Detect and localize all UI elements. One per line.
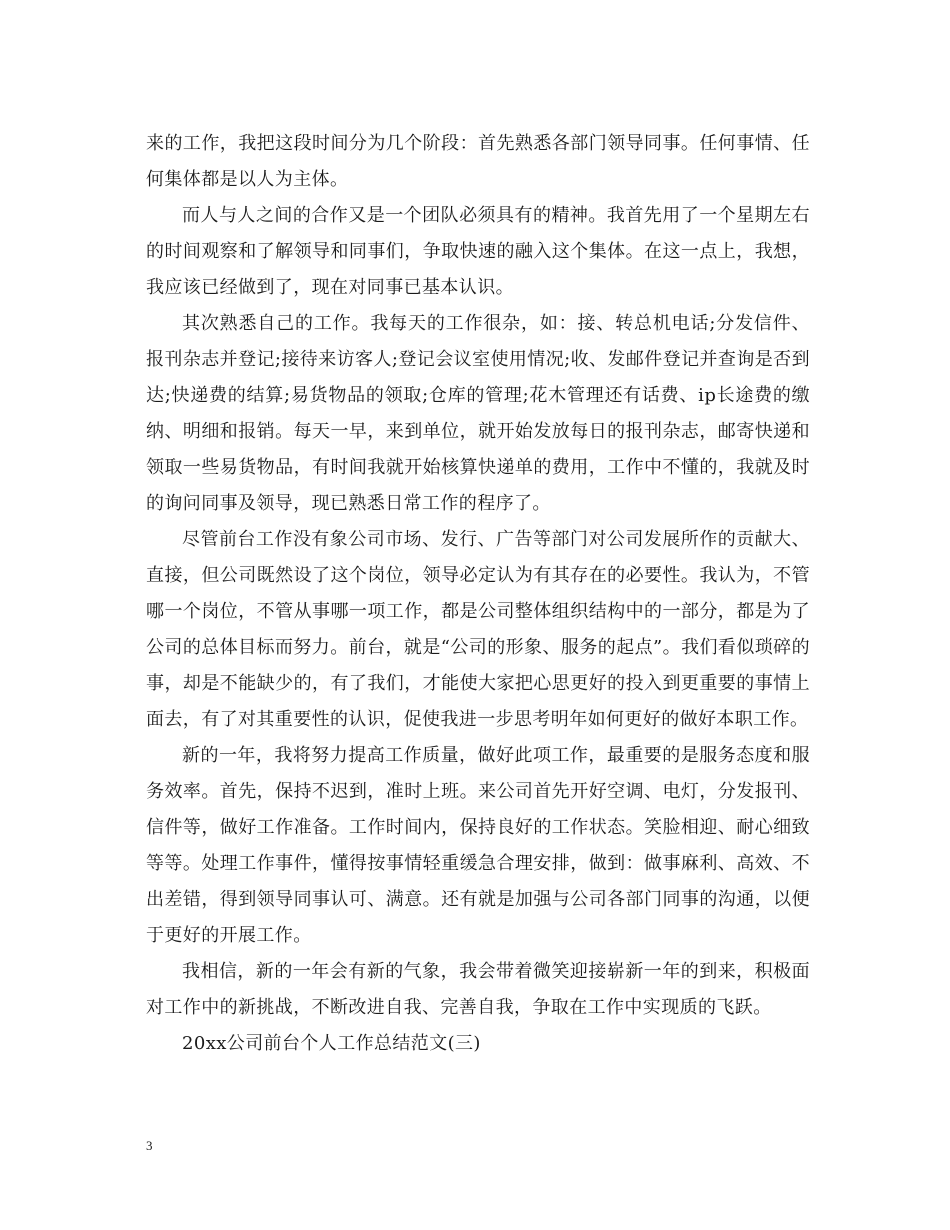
paragraph-3: 其次熟悉自己的工作。我每天的工作很杂，如：接、转总机电话;分发信件、报刊杂志并登记;接待来访客人;登记会议室使用情况;收、发邮件登记并查询是否到达;快递费的结算;易货物品的领取;仓库的管理;花木管理还有话费、ip长途费的缴纳、明细和报销。每天一早，来到单位，就开始发放每日的报刊杂志，邮寄快递和领取一些易货物品，有时间我就开始核算快递单的费用，工作中不懂的，我就及时的询问同事及领导，现已熟悉日常工作的程序了。 bbox=[146, 313, 810, 514]
paragraph-6: 我相信，新的一年会有新的气象，我会带着微笑迎接崭新一年的到来，积极面对工作中的新挑战，不断改进自我、完善自我，争取在工作中实现质的飞跃。 bbox=[146, 961, 810, 1018]
paragraph-5: 新的一年，我将努力提高工作质量，做好此项工作，最重要的是服务态度和服务效率。首先，保持不迟到，准时上班。来公司首先开好空调、电灯，分发报刊、信件等，做好工作准备。工作时间内，保持良好的工作状态。笑脸相迎、耐心细致等等。处理工作事件，懂得按事情轻重缓急合理安排，做到：做事麻利、高效、不出差错，得到领导同事认可、满意。还有就是加强与公司各部门同事的沟通，以便于更好的开展工作。 bbox=[146, 745, 810, 946]
document-body bbox=[146, 126, 810, 1062]
paragraph-4: 尽管前台工作没有象公司市场、发行、广告等部门对公司发展所作的贡献大、直接，但公司既然设了这个岗位，领导必定认为有其存在的必要性。我认为，不管哪一个岗位，不管从事哪一项工作，都是公司整体组织结构中的一部分，都是为了公司的总体目标而努力。前台，就是“公司的形象、服务的起点”。我们看似琐碎的事，却是不能缺少的，有了我们，才能使大家把心思更好的投入到更重要的事情上面去，有了对其重要性的认识，促使我进一步思考明年如何更好的做好本职工作。 bbox=[146, 529, 810, 730]
page-number: 3 bbox=[146, 1138, 153, 1153]
paragraph-1: 来的工作，我把这段时间分为几个阶段：首先熟悉各部门领导同事。任何事情、任何集体都是以人为主体。 bbox=[146, 133, 810, 190]
paragraph-2: 而人与人之间的合作又是一个团队必须具有的精神。我首先用了一个星期左右的时间观察和了解领导和同事们，争取快速的融入这个集体。在这一点上，我想，我应该已经做到了，现在对同事已基本认识。 bbox=[146, 205, 810, 298]
section-heading: 20xx公司前台个人工作总结范文(三) bbox=[182, 1033, 481, 1054]
